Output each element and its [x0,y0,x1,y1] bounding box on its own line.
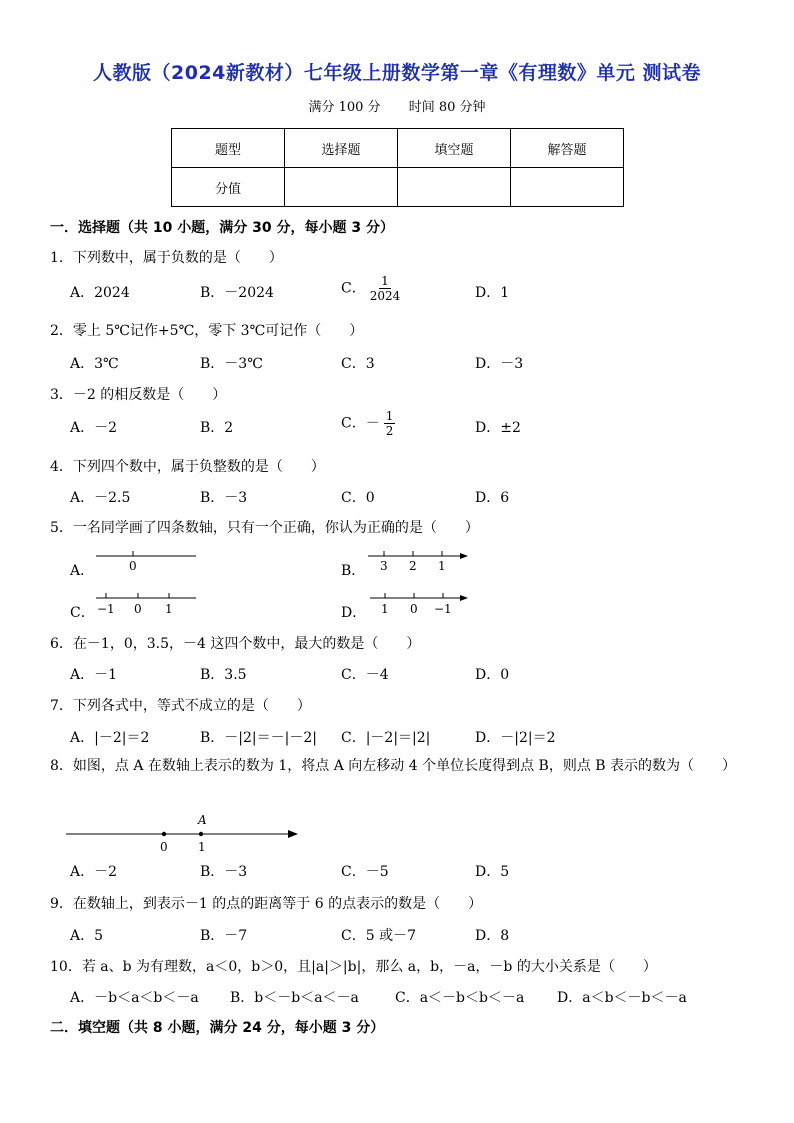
score-cell-choice[interactable] [285,168,398,207]
q6-option-a[interactable]: A．－1 [70,667,118,683]
question-8: 8．如图，点 A 在数轴上表示的数为 1，将点 A 向左移动 4 个单位长度得到点 B，则点 B 表示的数为（ ） [50,758,737,774]
score-table [171,128,624,207]
q8-point-label: A [198,813,207,827]
q9-option-c[interactable]: C．5 或－7 [341,928,416,944]
q3-option-d[interactable]: D．±2 [475,420,521,436]
score-header-fill: 填空题 [398,129,511,168]
score-row-label: 分值 [172,168,285,207]
q1-option-b[interactable]: B．－2024 [200,285,274,301]
score-header-choice: 选择题 [285,129,398,168]
q8-dot-a [199,832,203,836]
full-score: 满分 100 分 [308,100,381,115]
q10-option-d[interactable]: D．a＜b＜－b＜－a [557,990,687,1006]
exam-info [0,96,794,115]
q1-option-c[interactable]: C． $\frac{1}{2024}$ [341,274,401,303]
q5-option-d[interactable]: D． [341,605,367,621]
question-6: 6．在－1，0，3.5，－4 这四个数中，最大的数是（ ） [50,636,421,652]
axis-c-label-2: 1 [165,602,173,616]
axis-b-label-2: 1 [438,559,446,573]
q5-axis-a [96,548,206,578]
q4-option-c[interactable]: C．0 [341,490,375,506]
q8-tick-label-1: 1 [198,840,206,854]
section-heading-fill: 二．填空题（共 8 小题，满分 24 分，每小题 3 分） [50,1020,385,1036]
axis-c-label-1: 0 [134,602,142,616]
q2-option-b[interactable]: B．－3℃ [200,356,263,372]
exam-time: 时间 80 分钟 [408,100,486,115]
q6-option-c[interactable]: C．－4 [341,667,389,683]
q10-option-c[interactable]: C．a＜－b＜b＜－a [395,990,525,1006]
question-2: 2．零上 5℃记作+5℃，零下 3℃可记作（ ） [50,323,364,339]
q8-axis-arrow [288,830,298,838]
question-5: 5．一名同学画了四条数轴，只有一个正确，你认为正确的是（ ） [50,520,479,536]
q9-option-a[interactable]: A．5 [70,928,104,944]
q3-option-a[interactable]: A．－2 [70,420,118,436]
q8-option-c[interactable]: C．－5 [341,864,389,880]
q5-option-c[interactable]: C． [70,605,95,621]
question-3: 3．－2 的相反数是（ ） [50,387,227,403]
q7-option-d[interactable]: D．－|2|＝2 [475,730,556,746]
q6-option-b[interactable]: B．3.5 [200,667,247,683]
q3-option-b[interactable]: B．2 [200,420,234,436]
q1-option-c-fraction: $\frac{1}{2024}$ [369,274,401,303]
q9-option-b[interactable]: B．－7 [200,928,248,944]
q2-option-c[interactable]: C．3 [341,356,375,372]
axis-c-label-0: −1 [97,602,115,616]
axis-b-label-0: 3 [380,559,388,573]
q1-option-d[interactable]: D．1 [475,285,510,301]
axis-d-label-0: 1 [381,602,389,616]
score-header-answer: 解答题 [511,129,624,168]
axis-d-label-2: −1 [434,602,452,616]
score-table-value-row [172,168,624,207]
q4-option-a[interactable]: A．－2.5 [70,490,131,506]
q7-option-b[interactable]: B．－|2|＝－|－2| [200,730,317,746]
q2-option-a[interactable]: A．3℃ [70,356,119,372]
section-heading-choice: 一．选择题（共 10 小题，满分 30 分，每小题 3 分） [50,220,394,236]
question-4: 4．下列四个数中，属于负整数的是（ ） [50,459,325,475]
q5-axis-c [96,590,206,620]
axis-b-label-1: 2 [409,559,417,573]
q10-option-b[interactable]: B．b＜－b＜a＜－a [230,990,359,1006]
score-cell-fill[interactable] [398,168,511,207]
page-title: 人教版（2024新教材）七年级上册数学第一章《有理数》单元 测试卷 [93,62,701,84]
q4-option-d[interactable]: D．6 [475,490,510,506]
q3-option-c-fraction: $\frac{1}{2}$ [385,409,394,438]
question-7: 7．下列各式中，等式不成立的是（ ） [50,698,311,714]
q5-axis-b [368,548,478,578]
axis-d-label-1: 0 [410,602,418,616]
axis-a-label-0: 0 [129,559,137,573]
q8-option-d[interactable]: D．5 [475,864,510,880]
score-table-header-row [172,129,624,168]
q8-tick-label-0: 0 [160,840,168,854]
question-9: 9．在数轴上，到表示－1 的点的距离等于 6 的点表示的数是（ ） [50,896,483,912]
q7-option-a[interactable]: A．|－2|＝2 [70,730,150,746]
q8-option-b[interactable]: B．－3 [200,864,248,880]
q5-option-b[interactable]: B． [341,563,366,579]
score-header-type: 题型 [172,129,285,168]
question-10: 10．若 a、b 为有理数，a＜0，b＞0，且|a|＞|b|，那么 a，b，－a，－b 的大小关系是（ ） [50,959,657,975]
q4-option-b[interactable]: B．－3 [200,490,248,506]
q7-option-c[interactable]: C．|－2|＝|2| [341,730,431,746]
question-1: 1．下列数中，属于负数的是（ ） [50,250,283,266]
q2-option-d[interactable]: D．－3 [475,356,524,372]
q3-option-c[interactable]: C．－ $\frac{1}{2}$ [341,409,394,438]
q5-option-a[interactable]: A． [70,563,95,579]
q10-option-a[interactable]: A．－b＜a＜b＜－a [70,990,199,1006]
axis-d-arrow [460,595,468,601]
q8-number-line [66,812,306,856]
q8-dot-origin [162,832,166,836]
score-cell-answer[interactable] [511,168,624,207]
q8-option-a[interactable]: A．－2 [70,864,118,880]
q9-option-d[interactable]: D．8 [475,928,510,944]
q5-axis-d [370,590,480,620]
q6-option-d[interactable]: D．0 [475,667,510,683]
axis-b-arrow [460,553,468,559]
q1-option-a[interactable]: A．2024 [70,285,130,301]
